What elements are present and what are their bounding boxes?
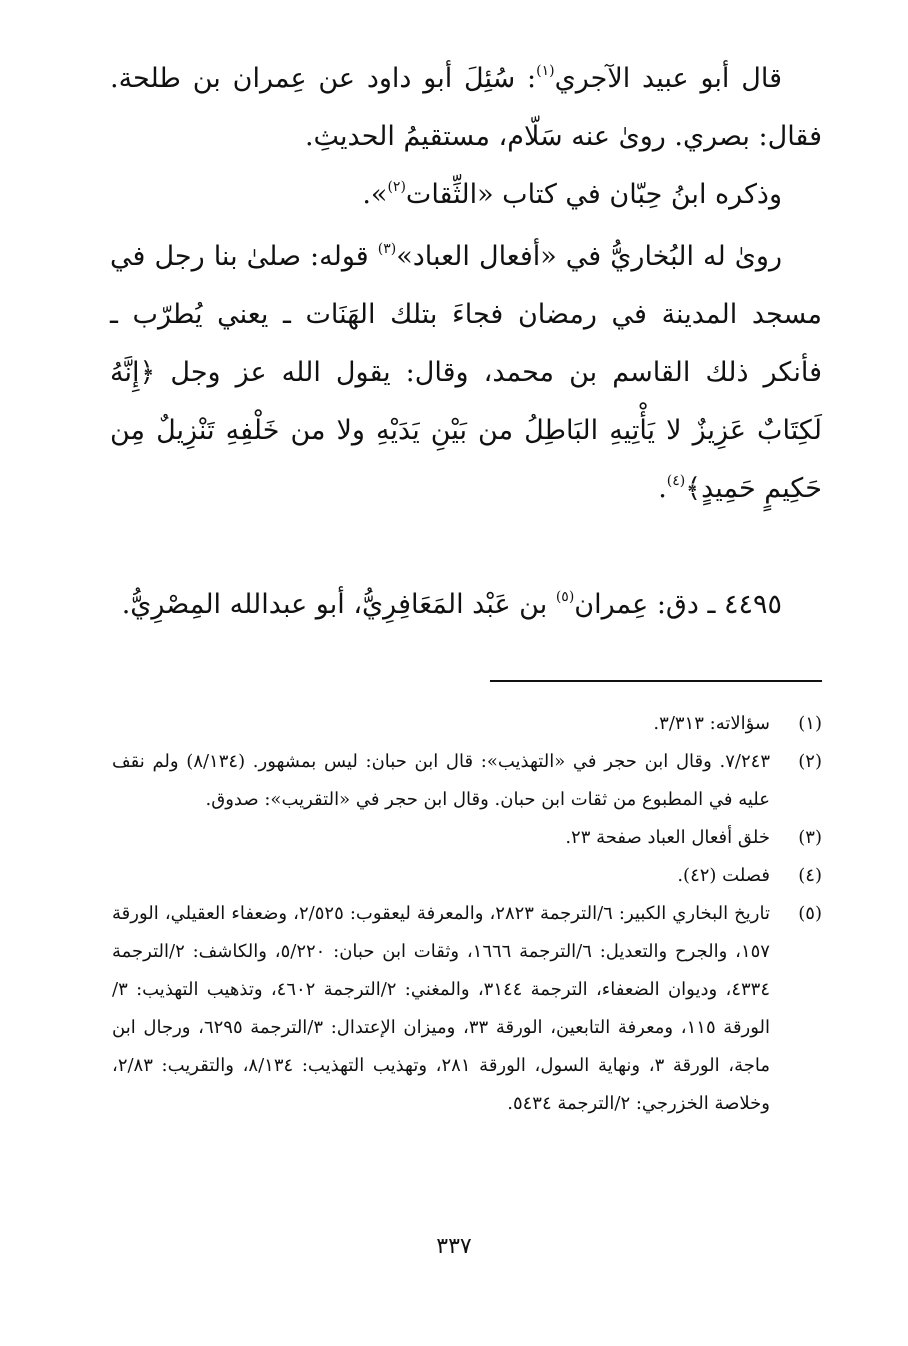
main-text <box>110 50 822 634</box>
page-number: ٣٣٧ <box>436 1234 472 1259</box>
entry-heading <box>110 576 822 634</box>
footnotes <box>112 705 822 1123</box>
footnote-number: (١) <box>798 713 822 734</box>
text-segment: ». <box>362 179 388 210</box>
paragraph-ibn-hibban <box>110 166 822 224</box>
footnote-text: ٧/٢٤٣. وقال ابن حجر في «التهذيب»: قال ابن حبان: ليس بمشهور. (٨/١٣٤) ولم نقف عليه في المطبوع من ثقات ابن حبان. وقال ابن حجر في «التقريب»: صدوق. <box>112 751 770 810</box>
footnote-text: خلق أفعال العباد صفحة ٢٣. <box>565 827 770 848</box>
footnote-separator <box>490 680 822 682</box>
footnote-number: (٢) <box>798 751 822 772</box>
footnote-5 <box>112 895 822 1123</box>
text-segment: روىٰ له البُخاريُّ في «أفعال العباد» <box>396 241 782 272</box>
text-segment: بن عَبْد المَعَافِرِيُّ، أبو عبدالله المِصْرِيُّ. <box>121 589 556 620</box>
text-segment: قوله: صلىٰ بنا رجل في مسجد المدينة في رمضان فجاءَ بتلك الهَنَات ـ يعني يُطرّب ـ فأنكر ذلك القاسم بن محمد، وقال: يقول الله عز وجل ﴿إِنَّهُ لَكِتَابٌ عَزِيزٌ لا يَأْتِيهِ البَاطِلُ من بَيْنِ يَدَيْهِ ولا من خَلْفِهِ تَنْزِيلٌ مِن حَكِيمٍ حَمِيدٍ﴾ <box>110 241 822 504</box>
footnote-text: فصلت (٤٢). <box>677 865 770 886</box>
paragraph-ajurri <box>110 50 822 166</box>
footnote-3 <box>112 819 822 857</box>
text-segment: ٤٤٩٥ ـ دق: عِمران <box>574 589 782 620</box>
footnote-ref-5: (٥) <box>555 589 575 605</box>
text-segment: وذكره ابنُ حِبّان في كتاب «الثِّقات <box>405 179 782 210</box>
footnote-ref-4: (٤) <box>666 473 686 489</box>
footnote-number: (٤) <box>798 865 822 886</box>
footnote-2 <box>112 743 822 819</box>
footnote-ref-1: (١) <box>536 63 555 79</box>
text-segment: قال أبو عبيد الآجري <box>554 63 782 94</box>
footnote-text: سؤالاته: ٣/٣١٣. <box>653 713 770 734</box>
footnote-1 <box>112 705 822 743</box>
paragraph-bukhari <box>110 228 822 518</box>
text-segment: . <box>658 473 667 504</box>
text-segment: : سُئِلَ أبو داود عن عِمران بن طلحة. فقال: بصري. روىٰ عنه سَلّام، مستقيمُ الحديثِ. <box>110 63 822 152</box>
footnote-4 <box>112 857 822 895</box>
footnote-ref-3: (٣) <box>377 241 397 257</box>
footnote-number: (٣) <box>798 827 822 848</box>
footnote-text: تاريخ البخاري الكبير: ٦/الترجمة ٢٨٢٣، والمعرفة ليعقوب: ٢/٥٢٥، وضعفاء العقيلي، الورقة ١٥٧، والجرح والتعديل: ٦/الترجمة ١٦٦٦، وثقات ابن حبان: ٥/٢٢٠، والكاشف: ٢/الترجمة ٤٣٣٤، وديوان الضعفاء، الترجمة ٣١٤٤، والمغني: ٢/الترجمة ٤٦٠٢، وتذهيب التهذيب: ٣/الورقة ١١٥، ومعرفة التابعين، الورقة ٣٣، وميزان الإعتدال: ٣/الترجمة ٦٢٩٥، ورجال ابن ماجة، الورقة ٣، ونهاية السول، الورقة ٢٨١، وتهذيب التهذيب: ٨/١٣٤، والتقريب: ٢/٨٣، وخلاصة الخزرجي: ٢/الترجمة ٥٤٣٤. <box>112 903 771 1114</box>
footnote-number: (٥) <box>798 903 822 924</box>
footnote-ref-2: (٢) <box>387 179 406 195</box>
